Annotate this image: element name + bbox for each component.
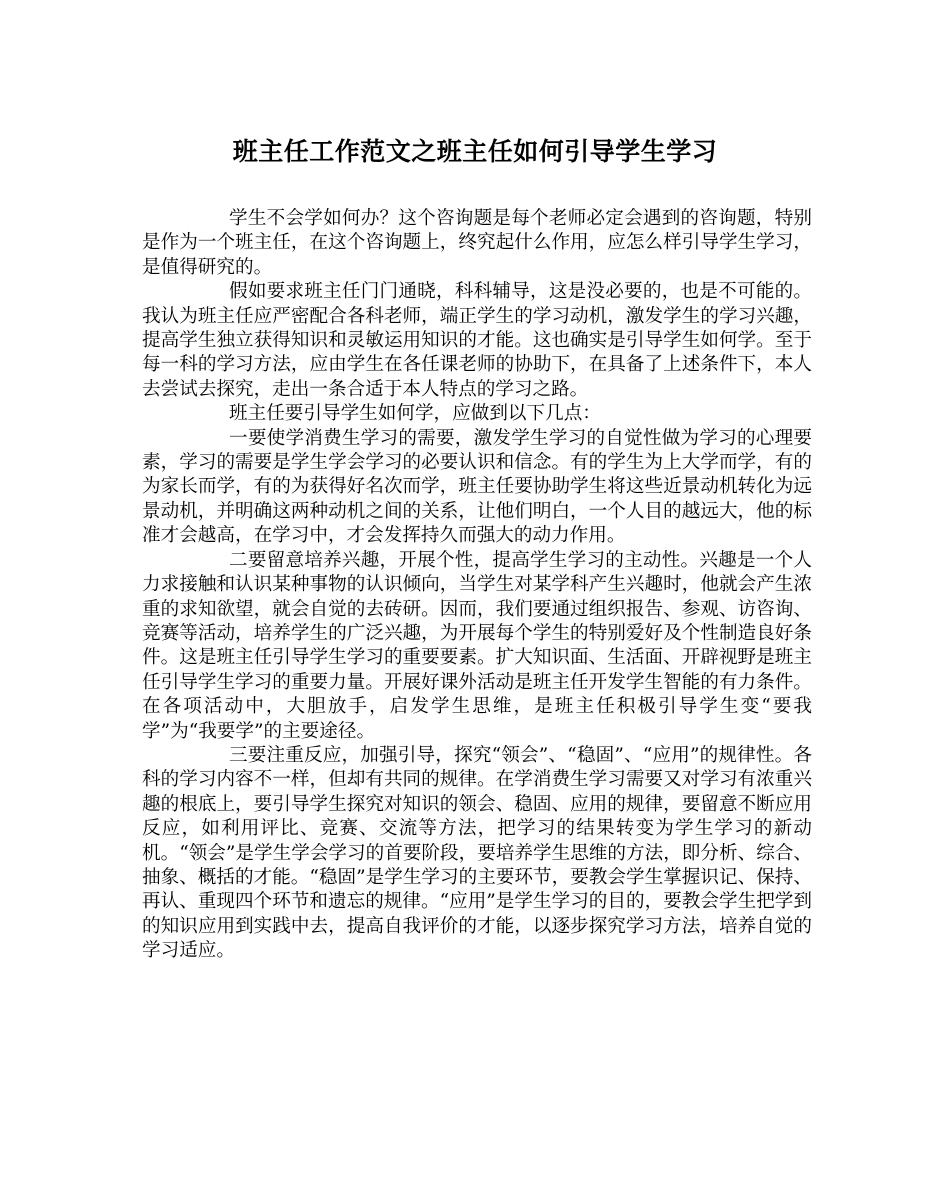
paragraph-points-lead: 班主任要引导学生如何学，应做到以下几点： [229,403,601,425]
paragraph-point-two: 二要留意培养兴趣，开展个性，提高学生学习的主动性。兴趣是一个人力求接触和认识某种事物的认识倾向，当学生对某学科产生兴趣时，他就会产生浓重的求知欲望，就会自觉的去砖研。因而，我们要通过组织报告、参观、访咨询、竞赛等活动，培养学生的广泛兴趣，为开展每个学生的特别爱好及个性制造良好条件。这是班主任引导学生学习的重要要素。扩大知识面、生活面、开辟视野是班主任引导学生学习的重要力量。开展好课外活动是班主任开发学生智能的有力条件。在各项活动中，大胆放手，启发学生思维，是班主任积极引导学生变“要我学”为“我要学”的主要途径。 [142,549,812,742]
paragraph-intro: 学生不会学如何办？这个咨询题是每个老师必定会遇到的咨询题，特别是作为一个班主任，在这个咨询题上，终究起什么作用，应怎么样引导学生学习，是值得研究的。 [142,208,812,278]
document-body [142,207,812,964]
document-title: 班主任工作范文之班主任如何引导学生学习 [232,137,718,166]
paragraph-point-three: 三要注重反应，加强引导，探究“领会”、“稳固”、“应用”的规律性。各科的学习内容不一样，但却有共同的规律。在学消费生学习需要又对学习有浓重兴趣的根底上，要引导学生探究对知识的领会、稳固、应用的规律，要留意不断应用反应，如利用评比、竞赛、交流等方法，把学习的结果转变为学生学习的新动机。“领会”是学生学会学习的首要阶段，要培养学生思维的方法，即分析、综合、抽象、概括的才能。“稳固”是学生学习的主要环节，要教会学生掌握识记、保持、再认、重现四个环节和遗忘的规律。“应用”是学生学习的目的，要教会学生把学到的知识应用到实践中去，提高自我评价的才能，以逐步探究学习方法，培养自觉的学习适应。 [142,744,812,962]
paragraph-point-one: 一要使学消费生学习的需要，激发学生学习的自觉性做为学习的心理要素，学习的需要是学生学会学习的必要认识和信念。有的学生为上大学而学，有的为家长而学，有的为获得好名次而学，班主任要协助学生将这些近景动机转化为远景动机，并明确这两种动机之间的关系，让他们明白，一个人目的越远大，他的标准才会越高，在学习中，才会发挥持久而强大的动力作用。 [142,427,812,547]
paragraph-cooperation: 假如要求班主任门门通晓，科科辅导，这是没必要的，也是不可能的。我认为班主任应严密配合各科老师，端正学生的学习动机，激发学生的学习兴趣，提高学生独立获得知识和灵敏运用知识的才能。这也确实是引导学生如何学。至于每一科的学习方法，应由学生在各任课老师的协助下，在具备了上述条件下，本人去尝试去探究，走出一条合适于本人特点的学习之路。 [142,281,812,400]
